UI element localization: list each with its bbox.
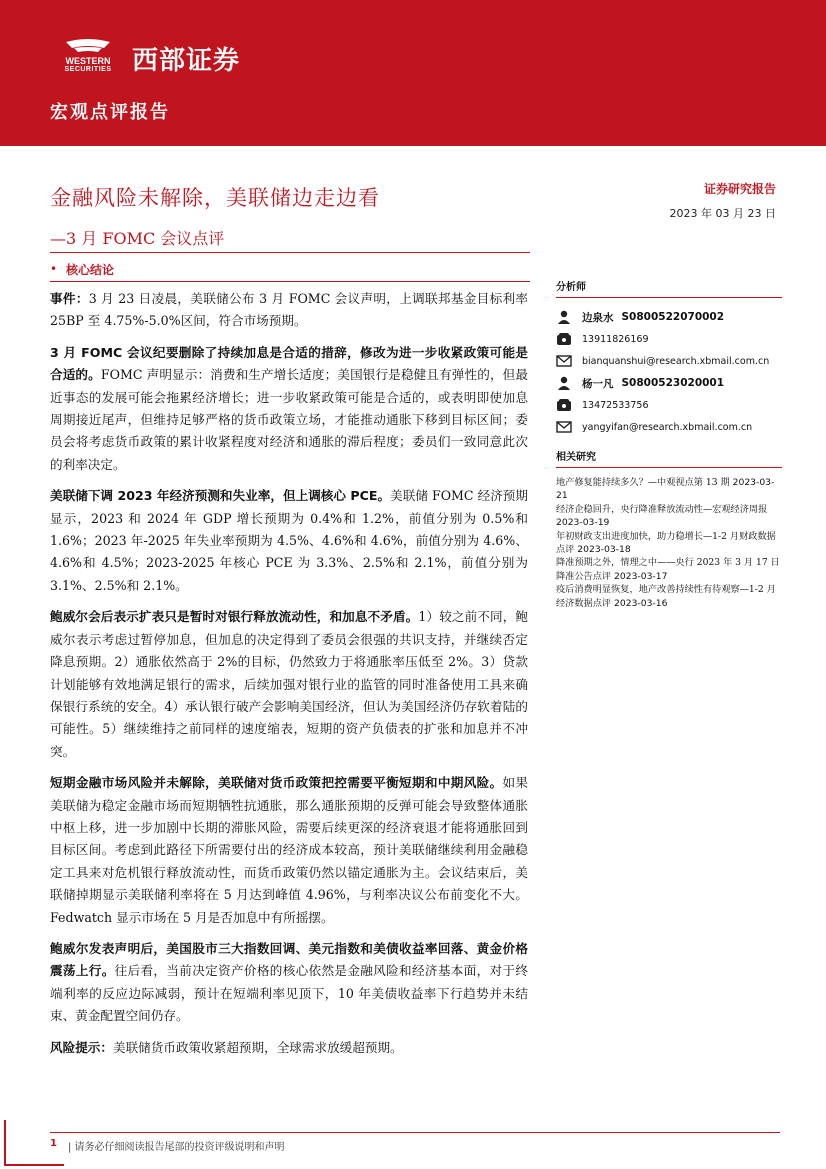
related-title: 年初财政支出进度加快，助力稳增长—1-2 月财政数据点评 (556, 530, 776, 556)
sidebar (556, 278, 782, 610)
section-divider (50, 281, 530, 282)
related-heading: 相关研究 (556, 448, 782, 468)
phone-icon (556, 331, 574, 347)
analyst-email-row (556, 416, 782, 438)
title-divider (50, 252, 530, 253)
analyst-name: 边泉水 (582, 311, 614, 324)
corner-decoration (4, 1164, 64, 1166)
report-title: 金融风险未解除，美联储边走边看 (50, 186, 380, 210)
report-body (50, 288, 528, 1068)
related-date: 2023-03-19 (556, 517, 610, 529)
analyst-email[interactable]: bianquanshui@research.xbmail.com.cn (582, 355, 770, 367)
related-date: 2023-03-21 (556, 477, 775, 502)
related-date: 2023-03-16 (614, 597, 668, 609)
header-banner (0, 0, 826, 146)
report-type: 宏观点评报告 (50, 102, 170, 123)
section-bullet-icon: • (50, 262, 58, 276)
related-title: 经济企稳回升，央行降准释放流动性—宏观经济周报 (556, 503, 768, 515)
section-heading: 核心结论 (66, 263, 115, 277)
email-icon (556, 353, 574, 369)
person-icon (556, 375, 574, 391)
analyst-email-row (556, 350, 782, 372)
related-title: 降准预期之外，情理之中——央行 2023 年 3 月 17 日降准公告点评 (556, 557, 780, 582)
analyst-heading: 分析师 (556, 278, 782, 298)
paragraph-text: 往后看，当前决定资产价格的核心依然是金融风险和经济基本面，对于终端利率的反应边际减弱，预计在短端利率见顶下，10 年美债收益率下行趋势并未结束、黄金配置空间仍存。 (50, 963, 529, 1024)
paragraph-lead: 短期金融市场风险并未解除，美联储对货币政策把控需要平衡短期和中期风险。 (50, 775, 503, 791)
analyst-phone-row (556, 328, 782, 350)
analyst-phone: 13472533756 (582, 399, 649, 411)
paragraph-lead: 美联储下调 2023 年经济预测和失业率，但上调核心 PCE。 (50, 488, 391, 504)
paragraph-text: FOMC 声明显示：消费和生产增长适度；美国银行是稳健且有弹性的，但最近事态的发展可能会拖累经济增长；进一步收紧政策可能是合适的，或表明即使加息周期接近尾声，但维持足够严格的货币政策立场，才能推动通胀下移到目标区间；委员会将考虑货币政策的累计收紧程度对经济和通胀的滞后程度；委员们一致同意此次的利率决定。 (50, 367, 528, 472)
analyst-email[interactable]: yangyifan@research.xbmail.com.cn (582, 421, 753, 433)
paragraph-asset-prices (50, 938, 528, 1028)
paragraph-lead: 鲍威尔发表声明后，美国股市三大指数回调、美元指数和美债收益率回落、黄金价格震荡上行。 (50, 940, 528, 979)
paragraph-text: 如果美联储为稳定金融市场而短期牺牲抗通胀，那么通胀预期的反弹可能会导致整体通胀中枢上移，进一步加剧中长期的滞胀风险，需要后续更深的经济衰退才能将通胀回到目标区间。考虑到此路径下所需要付出的经济成本较高，预计美联储继续利用金融稳定工具来对危机银行释放流动性，而货币政策仍然以锚定通胀为主。会议结束后，美联储掉期显示美联储利率将在 5 月达到峰值 4.96%，与利率决议公布前变化不大。Fedwatch 显示市场在 5 月是否加息中有所摇摆。 (50, 775, 529, 925)
related-title: 疫后消费明显恢复，地产改善持续性有待观察—1-2 月经济数据点评 (556, 584, 776, 609)
paragraph-projections (50, 485, 528, 597)
paragraph-text: 3 月 23 日凌晨，美联储公布 3 月 FOMC 会议声明，上调联邦基金目标利率 25BP 至 4.75%-5.0%区间，符合市场预期。 (50, 291, 528, 329)
footer-disclaimer: | 请务必仔细阅读报告尾部的投资评级说明和声明 (68, 1142, 285, 1153)
paragraph-lead: 鲍威尔会后表示扩表只是暂时对银行释放流动性，和加息不矛盾。 (50, 609, 419, 625)
related-item[interactable] (556, 583, 782, 610)
paragraph-text: 美联储 FOMC 经济预期显示，2023 和 2024 年 GDP 增长预期为 0.4%和 1.2%，前值分别为 0.5%和 1.6%；2023 年-2025 年失业率预期为 4.5%、4.6%和 4.6%，前值分别为 4.6%、4.6%和 4.5%；2023-2025 年核心 PCE 为 3.3%、2.5%和 2.1%，前值分别为 3.1%、2.5%和 2.1%。 (50, 488, 528, 593)
document-type: 证券研究报告 (703, 182, 776, 196)
related-item[interactable] (556, 530, 782, 557)
report-date: 2023 年 03 月 23 日 (669, 207, 776, 220)
paragraph-lead: 事件： (50, 291, 89, 306)
analyst-phone-row (556, 394, 782, 416)
person-icon (556, 309, 574, 325)
paragraph-lead: 风险提示： (50, 1039, 113, 1055)
analyst-cert: S0800522070002 (621, 311, 725, 323)
related-item[interactable] (556, 476, 782, 503)
paragraph-lead: 3 月 FOMC 会议纪要删除了持续加息是合适的措辞，修改为进一步收紧政策可能是合适的。 (50, 344, 528, 383)
related-item[interactable] (556, 503, 782, 530)
analyst-cert: S0800523020001 (621, 377, 725, 389)
related-date: 2023-03-18 (577, 544, 631, 556)
paragraph-event (50, 288, 528, 333)
paragraph-risk-warning (50, 1037, 528, 1059)
analyst-phone: 13911826169 (582, 333, 649, 345)
phone-icon (556, 397, 574, 413)
page-number: 1 (50, 1138, 57, 1149)
footer-divider (50, 1132, 780, 1133)
related-title: 地产修复能持续多久？—中观视点第 13 期 (556, 477, 730, 488)
analyst-name: 杨一凡 (582, 377, 614, 390)
paragraph-text: 美联储货币政策收紧超预期，全球需求放缓超预期。 (112, 1039, 403, 1055)
paragraph-market-risk (50, 772, 528, 929)
analyst-2 (556, 372, 782, 394)
report-subtitle: —3 月 FOMC 会议点评 (50, 229, 225, 248)
paragraph-powell (50, 606, 528, 763)
logo-text: WESTERN (65, 56, 111, 66)
related-research (556, 448, 782, 610)
brand-name: 西部证券 (132, 46, 241, 76)
logo-subtext: SECURITIES (64, 66, 112, 73)
corner-decoration (4, 1120, 6, 1166)
email-icon (556, 419, 574, 435)
related-item[interactable] (556, 556, 782, 583)
paragraph-fomc-minutes (50, 342, 528, 476)
paragraph-text: 1）较之前不同，鲍威尔表示考虑过暂停加息，但加息的决定得到了委员会很强的共识支持，并继续否定降息预期。2）通胀依然高于 2%的目标，仍然致力于将通胀率压低至 2%。3）贷款计划能够有效地满足银行的需求，后续加强对银行业的监管的同时准备使用工具来确保银行系统的安全。4）承认银行破产会影响美国经济，但认为美国经济仍存软着陆的可能性。5）继续维持之前同样的速度缩表，短期的资产负债表的扩张和加息并不冲突。 (50, 609, 529, 759)
analyst-1 (556, 306, 782, 328)
related-date: 2023-03-17 (614, 570, 668, 582)
